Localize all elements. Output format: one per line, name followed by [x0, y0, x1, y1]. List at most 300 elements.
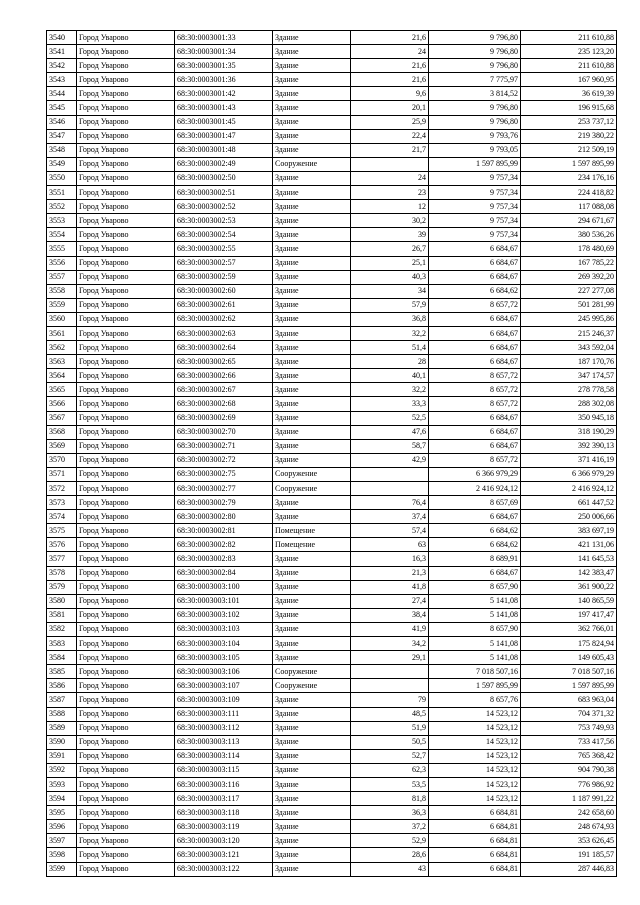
row-number-cell: 3556 [47, 256, 77, 270]
area-cell [351, 482, 429, 496]
cadastral-value-cell: 1 187 991,22 [521, 792, 617, 806]
cadastral-value-cell: 178 480,69 [521, 242, 617, 256]
cadastral-number-cell: 68:30:0003003:111 [175, 707, 273, 721]
unit-value-cell: 6 684,81 [429, 848, 521, 862]
object-type-cell: Здание [273, 214, 351, 228]
table-row [47, 355, 617, 369]
settlement-cell: Город Уварово [77, 101, 175, 115]
table-row [47, 749, 617, 763]
settlement-cell: Город Уварово [77, 721, 175, 735]
object-type-cell: Здание [273, 369, 351, 383]
row-number-cell: 3579 [47, 580, 77, 594]
cadastral-value-table [46, 30, 617, 877]
area-cell [351, 665, 429, 679]
object-type-cell: Здание [273, 749, 351, 763]
area-cell: 42,9 [351, 453, 429, 467]
cadastral-value-cell: 212 509,19 [521, 143, 617, 157]
table-row [47, 256, 617, 270]
object-type-cell: Здание [273, 284, 351, 298]
cadastral-number-cell: 68:30:0003002:82 [175, 538, 273, 552]
cadastral-number-cell: 68:30:0003002:80 [175, 510, 273, 524]
settlement-cell: Город Уварово [77, 87, 175, 101]
row-number-cell: 3576 [47, 538, 77, 552]
row-number-cell: 3568 [47, 425, 77, 439]
unit-value-cell: 6 684,67 [429, 242, 521, 256]
row-number-cell: 3547 [47, 129, 77, 143]
cadastral-number-cell: 68:30:0003002:64 [175, 341, 273, 355]
unit-value-cell: 9 793,76 [429, 129, 521, 143]
object-type-cell: Здание [273, 242, 351, 256]
unit-value-cell: 8 657,72 [429, 453, 521, 467]
row-number-cell: 3541 [47, 45, 77, 59]
unit-value-cell: 14 523,12 [429, 735, 521, 749]
object-type-cell: Здание [273, 59, 351, 73]
cadastral-value-cell: 904 790,38 [521, 763, 617, 777]
object-type-cell: Здание [273, 834, 351, 848]
cadastral-value-cell: 383 697,19 [521, 524, 617, 538]
object-type-cell: Здание [273, 397, 351, 411]
settlement-cell: Город Уварово [77, 312, 175, 326]
cadastral-number-cell: 68:30:0003003:103 [175, 622, 273, 636]
cadastral-number-cell: 68:30:0003001:33 [175, 31, 273, 45]
object-type-cell: Здание [273, 73, 351, 87]
area-cell: 34 [351, 284, 429, 298]
object-type-cell: Сооружение [273, 157, 351, 171]
settlement-cell: Город Уварово [77, 651, 175, 665]
object-type-cell: Здание [273, 580, 351, 594]
settlement-cell: Город Уварово [77, 270, 175, 284]
table-row [47, 242, 617, 256]
row-number-cell: 3575 [47, 524, 77, 538]
cadastral-number-cell: 68:30:0003003:116 [175, 777, 273, 791]
area-cell: 32,2 [351, 383, 429, 397]
unit-value-cell: 6 684,67 [429, 439, 521, 453]
cadastral-number-cell: 68:30:0003001:43 [175, 101, 273, 115]
unit-value-cell: 8 657,90 [429, 622, 521, 636]
document-page [46, 30, 616, 877]
row-number-cell: 3563 [47, 355, 77, 369]
table-row [47, 453, 617, 467]
unit-value-cell: 1 597 895,99 [429, 157, 521, 171]
table-row [47, 31, 617, 45]
object-type-cell: Сооружение [273, 665, 351, 679]
object-type-cell: Здание [273, 637, 351, 651]
object-type-cell: Здание [273, 341, 351, 355]
cadastral-number-cell: 68:30:0003002:57 [175, 256, 273, 270]
object-type-cell: Здание [273, 256, 351, 270]
table-row [47, 538, 617, 552]
settlement-cell: Город Уварово [77, 707, 175, 721]
object-type-cell: Здание [273, 200, 351, 214]
object-type-cell: Здание [273, 594, 351, 608]
area-cell: 25,1 [351, 256, 429, 270]
row-number-cell: 3591 [47, 749, 77, 763]
unit-value-cell: 8 657,72 [429, 383, 521, 397]
object-type-cell: Сооружение [273, 679, 351, 693]
table-row [47, 284, 617, 298]
unit-value-cell: 9 757,34 [429, 228, 521, 242]
unit-value-cell: 6 684,67 [429, 270, 521, 284]
settlement-cell: Город Уварово [77, 552, 175, 566]
table-body [47, 31, 617, 877]
row-number-cell: 3548 [47, 143, 77, 157]
table-row [47, 200, 617, 214]
table-row [47, 270, 617, 284]
unit-value-cell: 8 689,91 [429, 552, 521, 566]
table-row [47, 425, 617, 439]
settlement-cell: Город Уварово [77, 439, 175, 453]
cadastral-number-cell: 68:30:0003002:81 [175, 524, 273, 538]
row-number-cell: 3578 [47, 566, 77, 580]
settlement-cell: Город Уварово [77, 524, 175, 538]
cadastral-value-cell: 347 174,57 [521, 369, 617, 383]
unit-value-cell: 6 684,67 [429, 312, 521, 326]
area-cell: 21,6 [351, 73, 429, 87]
cadastral-number-cell: 68:30:0003003:115 [175, 763, 273, 777]
object-type-cell: Здание [273, 143, 351, 157]
area-cell: 16,3 [351, 552, 429, 566]
row-number-cell: 3572 [47, 482, 77, 496]
area-cell: 21,3 [351, 566, 429, 580]
row-number-cell: 3577 [47, 552, 77, 566]
cadastral-number-cell: 68:30:0003003:122 [175, 862, 273, 876]
cadastral-value-cell: 7 018 507,16 [521, 665, 617, 679]
settlement-cell: Город Уварово [77, 806, 175, 820]
cadastral-number-cell: 68:30:0003003:109 [175, 693, 273, 707]
settlement-cell: Город Уварово [77, 157, 175, 171]
object-type-cell: Здание [273, 566, 351, 580]
cadastral-number-cell: 68:30:0003002:55 [175, 242, 273, 256]
area-cell: 53,5 [351, 777, 429, 791]
unit-value-cell: 14 523,12 [429, 707, 521, 721]
cadastral-value-cell: 392 390,13 [521, 439, 617, 453]
unit-value-cell: 9 757,34 [429, 171, 521, 185]
area-cell: 32,2 [351, 326, 429, 340]
row-number-cell: 3551 [47, 186, 77, 200]
object-type-cell: Здание [273, 848, 351, 862]
settlement-cell: Город Уварово [77, 115, 175, 129]
row-number-cell: 3557 [47, 270, 77, 284]
cadastral-value-cell: 380 536,26 [521, 228, 617, 242]
settlement-cell: Город Уварово [77, 510, 175, 524]
table-row [47, 510, 617, 524]
object-type-cell: Здание [273, 87, 351, 101]
table-row [47, 792, 617, 806]
cadastral-value-cell: 141 645,53 [521, 552, 617, 566]
area-cell: 34,2 [351, 637, 429, 651]
cadastral-number-cell: 68:30:0003002:52 [175, 200, 273, 214]
unit-value-cell: 2 416 924,12 [429, 482, 521, 496]
cadastral-value-cell: 421 131,06 [521, 538, 617, 552]
area-cell: 36,3 [351, 806, 429, 820]
settlement-cell: Город Уварово [77, 397, 175, 411]
area-cell: 63 [351, 538, 429, 552]
object-type-cell: Сооружение [273, 467, 351, 481]
table-row [47, 298, 617, 312]
area-cell: 51,4 [351, 341, 429, 355]
area-cell: 57,9 [351, 298, 429, 312]
area-cell [351, 679, 429, 693]
table-row [47, 45, 617, 59]
table-row [47, 101, 617, 115]
row-number-cell: 3574 [47, 510, 77, 524]
settlement-cell: Город Уварово [77, 665, 175, 679]
object-type-cell: Здание [273, 439, 351, 453]
cadastral-value-cell: 501 281,99 [521, 298, 617, 312]
settlement-cell: Город Уварово [77, 735, 175, 749]
cadastral-number-cell: 68:30:0003003:117 [175, 792, 273, 806]
area-cell: 79 [351, 693, 429, 707]
settlement-cell: Город Уварово [77, 383, 175, 397]
cadastral-number-cell: 68:30:0003003:100 [175, 580, 273, 594]
row-number-cell: 3586 [47, 679, 77, 693]
cadastral-value-cell: 187 170,76 [521, 355, 617, 369]
cadastral-value-cell: 234 176,16 [521, 171, 617, 185]
area-cell [351, 157, 429, 171]
unit-value-cell: 6 684,67 [429, 355, 521, 369]
row-number-cell: 3592 [47, 763, 77, 777]
settlement-cell: Город Уварово [77, 693, 175, 707]
area-cell: 52,5 [351, 411, 429, 425]
row-number-cell: 3590 [47, 735, 77, 749]
unit-value-cell: 5 141,08 [429, 651, 521, 665]
cadastral-value-cell: 175 824,94 [521, 637, 617, 651]
object-type-cell: Здание [273, 326, 351, 340]
cadastral-number-cell: 68:30:0003003:104 [175, 637, 273, 651]
cadastral-value-cell: 704 371,32 [521, 707, 617, 721]
settlement-cell: Город Уварово [77, 482, 175, 496]
row-number-cell: 3559 [47, 298, 77, 312]
cadastral-number-cell: 68:30:0003003:120 [175, 834, 273, 848]
cadastral-number-cell: 68:30:0003002:65 [175, 355, 273, 369]
settlement-cell: Город Уварово [77, 848, 175, 862]
cadastral-value-cell: 6 366 979,29 [521, 467, 617, 481]
row-number-cell: 3561 [47, 326, 77, 340]
table-row [47, 580, 617, 594]
cadastral-value-cell: 269 392,20 [521, 270, 617, 284]
cadastral-value-cell: 362 766,01 [521, 622, 617, 636]
area-cell: 36,8 [351, 312, 429, 326]
settlement-cell: Город Уварово [77, 820, 175, 834]
cadastral-value-cell: 36 619,39 [521, 87, 617, 101]
cadastral-value-cell: 219 380,22 [521, 129, 617, 143]
cadastral-value-cell: 117 088,08 [521, 200, 617, 214]
table-row [47, 524, 617, 538]
area-cell: 52,9 [351, 834, 429, 848]
object-type-cell: Здание [273, 101, 351, 115]
cadastral-value-cell: 371 416,19 [521, 453, 617, 467]
object-type-cell: Здание [273, 763, 351, 777]
unit-value-cell: 6 684,81 [429, 820, 521, 834]
object-type-cell: Здание [273, 31, 351, 45]
row-number-cell: 3558 [47, 284, 77, 298]
area-cell: 37,2 [351, 820, 429, 834]
row-number-cell: 3569 [47, 439, 77, 453]
object-type-cell: Здание [273, 115, 351, 129]
row-number-cell: 3583 [47, 637, 77, 651]
settlement-cell: Город Уварово [77, 608, 175, 622]
row-number-cell: 3594 [47, 792, 77, 806]
row-number-cell: 3597 [47, 834, 77, 848]
unit-value-cell: 9 757,34 [429, 200, 521, 214]
cadastral-value-cell: 288 302,08 [521, 397, 617, 411]
cadastral-value-cell: 211 610,88 [521, 59, 617, 73]
area-cell: 30,2 [351, 214, 429, 228]
settlement-cell: Город Уварово [77, 496, 175, 510]
unit-value-cell: 6 684,67 [429, 566, 521, 580]
cadastral-number-cell: 68:30:0003002:62 [175, 312, 273, 326]
object-type-cell: Здание [273, 129, 351, 143]
cadastral-number-cell: 68:30:0003003:102 [175, 608, 273, 622]
settlement-cell: Город Уварово [77, 834, 175, 848]
settlement-cell: Город Уварово [77, 129, 175, 143]
unit-value-cell: 6 684,81 [429, 834, 521, 848]
cadastral-number-cell: 68:30:0003002:49 [175, 157, 273, 171]
unit-value-cell: 5 141,08 [429, 594, 521, 608]
row-number-cell: 3550 [47, 171, 77, 185]
row-number-cell: 3571 [47, 467, 77, 481]
unit-value-cell: 7 775,97 [429, 73, 521, 87]
settlement-cell: Город Уварово [77, 862, 175, 876]
unit-value-cell: 6 684,67 [429, 425, 521, 439]
row-number-cell: 3595 [47, 806, 77, 820]
area-cell: 26,7 [351, 242, 429, 256]
table-row [47, 834, 617, 848]
settlement-cell: Город Уварово [77, 298, 175, 312]
cadastral-number-cell: 68:30:0003001:45 [175, 115, 273, 129]
row-number-cell: 3589 [47, 721, 77, 735]
cadastral-number-cell: 68:30:0003003:107 [175, 679, 273, 693]
row-number-cell: 3573 [47, 496, 77, 510]
unit-value-cell: 5 141,08 [429, 608, 521, 622]
unit-value-cell: 6 684,81 [429, 862, 521, 876]
settlement-cell: Город Уварово [77, 284, 175, 298]
row-number-cell: 3585 [47, 665, 77, 679]
area-cell: 23 [351, 186, 429, 200]
unit-value-cell: 9 796,80 [429, 115, 521, 129]
area-cell: 24 [351, 171, 429, 185]
settlement-cell: Город Уварово [77, 73, 175, 87]
row-number-cell: 3544 [47, 87, 77, 101]
cadastral-number-cell: 68:30:0003003:121 [175, 848, 273, 862]
row-number-cell: 3599 [47, 862, 77, 876]
cadastral-number-cell: 68:30:0003003:119 [175, 820, 273, 834]
cadastral-value-cell: 278 778,58 [521, 383, 617, 397]
table-row [47, 707, 617, 721]
row-number-cell: 3552 [47, 200, 77, 214]
area-cell: 81,8 [351, 792, 429, 806]
cadastral-number-cell: 68:30:0003001:47 [175, 129, 273, 143]
cadastral-value-cell: 661 447,52 [521, 496, 617, 510]
object-type-cell: Здание [273, 312, 351, 326]
area-cell: 76,4 [351, 496, 429, 510]
cadastral-value-cell: 350 945,18 [521, 411, 617, 425]
cadastral-value-cell: 140 865,59 [521, 594, 617, 608]
settlement-cell: Город Уварово [77, 242, 175, 256]
settlement-cell: Город Уварово [77, 411, 175, 425]
unit-value-cell: 8 657,69 [429, 496, 521, 510]
unit-value-cell: 6 684,67 [429, 341, 521, 355]
table-row [47, 397, 617, 411]
table-row [47, 693, 617, 707]
unit-value-cell: 6 684,67 [429, 326, 521, 340]
cadastral-value-cell: 167 785,22 [521, 256, 617, 270]
row-number-cell: 3555 [47, 242, 77, 256]
cadastral-value-cell: 245 995,86 [521, 312, 617, 326]
cadastral-value-cell: 353 626,45 [521, 834, 617, 848]
object-type-cell: Здание [273, 707, 351, 721]
cadastral-value-cell: 2 416 924,12 [521, 482, 617, 496]
object-type-cell: Здание [273, 298, 351, 312]
settlement-cell: Город Уварово [77, 594, 175, 608]
unit-value-cell: 7 018 507,16 [429, 665, 521, 679]
table-row [47, 552, 617, 566]
cadastral-number-cell: 68:30:0003002:59 [175, 270, 273, 284]
settlement-cell: Город Уварово [77, 467, 175, 481]
table-row [47, 214, 617, 228]
cadastral-number-cell: 68:30:0003002:68 [175, 397, 273, 411]
cadastral-value-cell: 211 610,88 [521, 31, 617, 45]
table-row [47, 820, 617, 834]
area-cell: 50,5 [351, 735, 429, 749]
row-number-cell: 3545 [47, 101, 77, 115]
settlement-cell: Город Уварово [77, 622, 175, 636]
row-number-cell: 3584 [47, 651, 77, 665]
table-row [47, 608, 617, 622]
area-cell: 21,7 [351, 143, 429, 157]
area-cell: 43 [351, 862, 429, 876]
area-cell: 27,4 [351, 594, 429, 608]
settlement-cell: Город Уварово [77, 186, 175, 200]
unit-value-cell: 6 684,62 [429, 284, 521, 298]
object-type-cell: Здание [273, 608, 351, 622]
settlement-cell: Город Уварово [77, 228, 175, 242]
unit-value-cell: 6 684,67 [429, 411, 521, 425]
area-cell: 57,4 [351, 524, 429, 538]
cadastral-number-cell: 68:30:0003003:101 [175, 594, 273, 608]
unit-value-cell: 8 657,72 [429, 369, 521, 383]
area-cell: 12 [351, 200, 429, 214]
unit-value-cell: 6 684,67 [429, 256, 521, 270]
object-type-cell: Здание [273, 820, 351, 834]
cadastral-value-cell: 733 417,56 [521, 735, 617, 749]
row-number-cell: 3546 [47, 115, 77, 129]
area-cell: 28,6 [351, 848, 429, 862]
cadastral-value-cell: 1 597 895,99 [521, 679, 617, 693]
table-row [47, 622, 617, 636]
cadastral-value-cell: 235 123,20 [521, 45, 617, 59]
object-type-cell: Здание [273, 411, 351, 425]
object-type-cell: Здание [273, 45, 351, 59]
object-type-cell: Здание [273, 622, 351, 636]
settlement-cell: Город Уварово [77, 326, 175, 340]
settlement-cell: Город Уварово [77, 637, 175, 651]
unit-value-cell: 14 523,12 [429, 777, 521, 791]
table-row [47, 566, 617, 580]
area-cell: 28 [351, 355, 429, 369]
settlement-cell: Город Уварово [77, 214, 175, 228]
unit-value-cell: 14 523,12 [429, 763, 521, 777]
cadastral-number-cell: 68:30:0003003:114 [175, 749, 273, 763]
area-cell: 40,1 [351, 369, 429, 383]
area-cell: 20,1 [351, 101, 429, 115]
unit-value-cell: 14 523,12 [429, 721, 521, 735]
cadastral-number-cell: 68:30:0003002:75 [175, 467, 273, 481]
cadastral-number-cell: 68:30:0003003:106 [175, 665, 273, 679]
cadastral-number-cell: 68:30:0003002:84 [175, 566, 273, 580]
row-number-cell: 3588 [47, 707, 77, 721]
settlement-cell: Город Уварово [77, 143, 175, 157]
